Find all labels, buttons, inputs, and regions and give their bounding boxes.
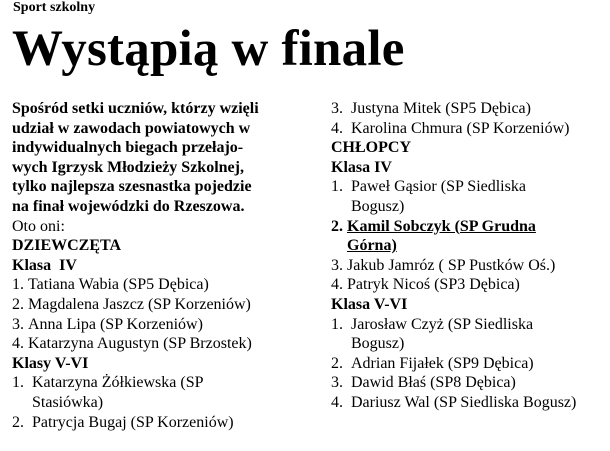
list-item [331,177,606,216]
list-number: 4. [331,393,351,411]
list-item [331,256,606,276]
article-lead [12,99,312,217]
list-text-multiline [347,217,606,256]
intro-text: Oto oni: [12,217,65,235]
list-item [331,315,606,354]
list-text: Dawid Błaś (SP8 Dębica) [351,374,516,392]
list-text-line: Kamil Sobczyk (SP Grudna [347,217,536,235]
list-item [331,393,606,413]
lead-line: tylko najlepsza szesnastka pojedzie [12,178,252,196]
list-text-line: Górna) [347,237,397,255]
list-item [12,334,312,354]
article-headline: Wystąpią w finale [12,21,405,77]
list-text: Justyna Mitek (SP5 Dębica) [351,100,531,117]
list-text: Jakub Jamróz ( SP Pustków Oś.) [347,256,556,274]
list-item [12,295,312,315]
list-number: 2. [331,217,347,235]
list-number: 4. [12,335,28,353]
list-number: 1. [331,315,351,333]
boys-heading: CHŁOPCY [331,139,411,157]
list-text-multiline [351,315,606,354]
list-item [12,315,312,335]
boys-class-v-vi-heading: Klasa V-VI [331,295,408,313]
list-number: 1. [331,178,351,196]
list-item [331,354,606,374]
list-number: 3. [12,315,28,333]
lead-line: udział w zawodach powiatowych w [12,119,251,137]
list-item [331,119,606,139]
section-kicker: Sport szkolny [13,0,96,15]
article-column-right [331,99,606,413]
boys-class-iv-heading: Klasa IV [331,158,392,176]
list-item [12,275,312,295]
list-text-line: Stasiówka) [32,393,104,411]
list-item [331,99,606,119]
list-text: Katarzyna Augustyn (SP Brzostek) [28,335,252,353]
list-text-line: Katarzyna Żółkiewska (SP [32,374,204,392]
list-text: Dariusz Wal (SP Siedliska Bogusz) [351,393,577,411]
list-number: 1. [12,374,32,392]
girls-class-v-vi-heading: Klasy V-VI [12,354,89,372]
list-number: 3. [331,256,347,274]
list-text-multiline [351,177,606,216]
list-item [331,275,606,295]
list-text: Adrian Fijałek (SP9 Dębica) [351,354,534,372]
list-text-line: Bogusz) [351,197,405,215]
list-number: 2. [331,354,351,372]
list-text-multiline [32,373,312,412]
lead-line: wych Igrzysk Młodzieży Szkolnej, [12,158,244,176]
list-text: Karolina Chmura (SP Korzeniów) [351,119,570,137]
list-text: Patrycja Bugaj (SP Korzeniów) [32,413,234,431]
article-column-left [12,99,312,432]
list-text: Anna Lipa (SP Korzeniów) [28,315,203,333]
list-text-line: Jarosław Czyż (SP Siedliska [351,315,534,333]
list-number: 4. [331,119,351,137]
list-text-line: Bogusz) [351,335,405,353]
girls-heading: DZIEWCZĘTA [12,237,122,255]
list-text: Tatiana Wabia (SP5 Dębica) [28,276,209,294]
list-number: 2. [12,295,28,313]
lead-line: Spośród setki uczniów, którzy wzięli [12,100,259,117]
lead-line: indywidualnych biegach przełajo- [12,139,244,157]
lead-line: na finał wojewódzki do Rzeszowa. [12,197,245,215]
list-item [12,413,312,433]
list-item [12,373,312,412]
list-item-highlighted [331,217,606,256]
list-number: 1. [12,276,28,294]
list-text: Patryk Nicoś (SP3 Dębica) [347,276,520,294]
list-number: 2. [12,413,32,431]
list-number: 4. [331,276,347,294]
list-text-line: Paweł Gąsior (SP Siedliska [351,178,526,196]
list-number: 3. [331,100,351,117]
list-item [331,373,606,393]
list-number: 3. [331,374,351,392]
girls-class-iv-heading: Klasa IV [12,256,77,274]
list-text: Magdalena Jaszcz (SP Korzeniów) [28,295,251,313]
